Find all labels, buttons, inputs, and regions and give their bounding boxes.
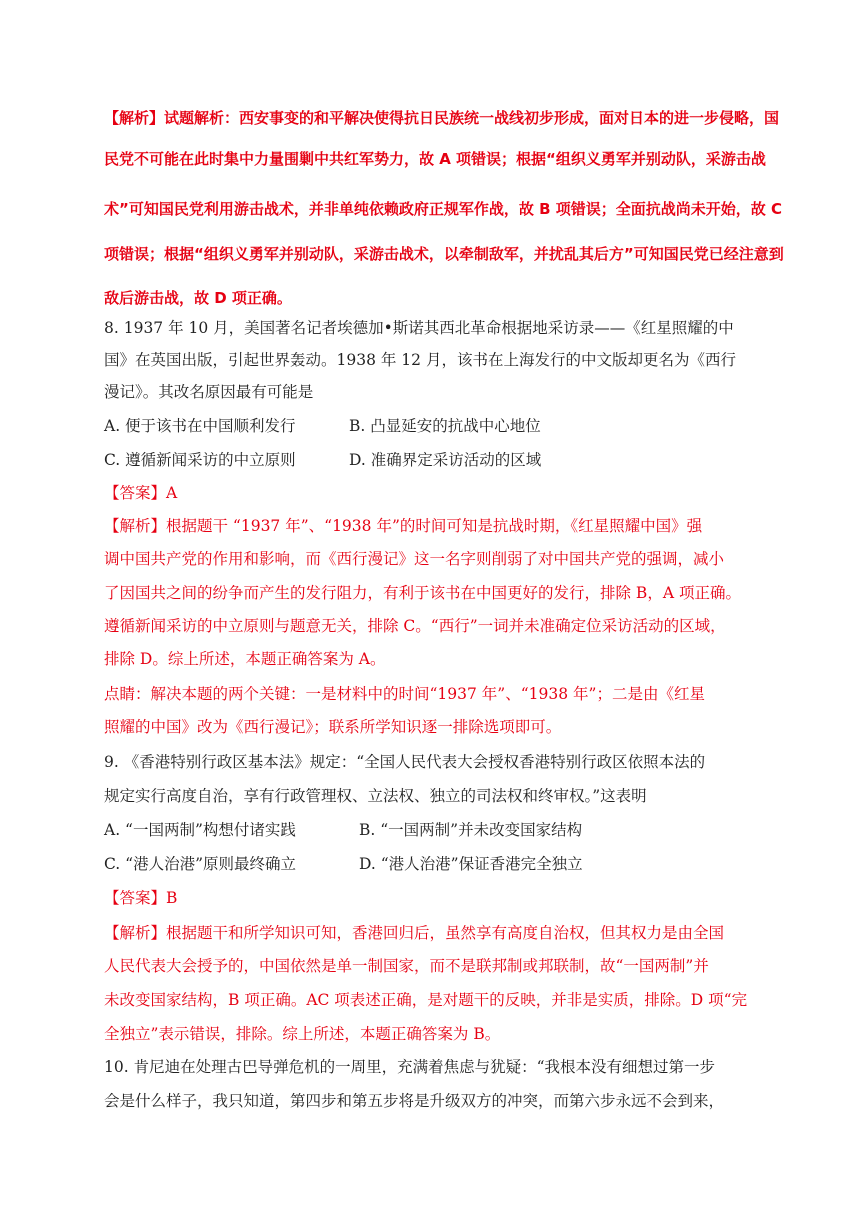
q9-analysis-line-3: 未改变国家结构，B 项正确。AC 项表述正确，是对题干的反映，并非是实质，排除。D 项“完 bbox=[104, 991, 748, 1009]
q8-stem-line-1: 8. 1937 年 10 月，美国著名记者埃德加•斯诺其西北革命根据地采访录——《红星照耀的中 bbox=[104, 319, 734, 337]
analysis-7-line-5: 敌后游击战，故 D 项正确。 bbox=[104, 289, 292, 307]
analysis-7-line-3: 术”可知国民党利用游击战术，并非单纯依赖政府正规军作战，故 B 项错误；全面抗战尚未开始，故 C bbox=[104, 200, 782, 218]
q9-option-d: D. “港人治港”保证香港完全独立 bbox=[359, 855, 583, 873]
q9-analysis-line-4: 全独立”表示错误，排除。综上所述，本题正确答案为 B。 bbox=[104, 1025, 501, 1043]
q8-stem-line-3: 漫记》。其改名原因最有可能是 bbox=[104, 383, 314, 401]
q8-tip-line-2: 照耀的中国》改为《西行漫记》；联系所学知识逐一排除选项即可。 bbox=[104, 718, 562, 736]
q9-analysis-line-1: 【解析】根据题干和所学知识可知，香港回归后，虽然享有高度自治权，但其权力是由全国 bbox=[104, 924, 725, 942]
q9-stem-line-1: 9. 《香港特别行政区基本法》规定：“全国人民代表大会授权香港特别行政区依照本法的 bbox=[104, 753, 706, 771]
q9-stem-line-2: 规定实行高度自治，享有行政管理权、立法权、独立的司法权和终审权。”这表明 bbox=[104, 787, 647, 805]
q8-analysis-line-3: 了因国共之间的纷争而产生的发行阻力，有利于该书在中国更好的发行，排除 B，A 项正确。 bbox=[104, 584, 741, 602]
q9-answer: 【答案】B bbox=[104, 889, 178, 907]
q8-answer: 【答案】A bbox=[104, 484, 178, 502]
q8-option-d: D. 准确界定采访活动的区域 bbox=[349, 451, 542, 469]
q10-stem-line-1: 10. 肯尼迪在处理古巴导弹危机的一周里，充满着焦虑与犹疑：“我根本没有细想过第一步 bbox=[104, 1058, 716, 1076]
q8-analysis-line-2: 调中国共产党的作用和影响，而《西行漫记》这一名字则削弱了对中国共产党的强调，减小 bbox=[104, 550, 725, 568]
q8-analysis-line-5: 排除 D。综上所述，本题正确答案为 A。 bbox=[104, 650, 386, 668]
q9-option-b: B. “一国两制”并未改变国家结构 bbox=[359, 821, 583, 839]
q8-analysis-line-1: 【解析】根据题干 “1937 年”、“1938 年”的时间可知是抗战时期，《红星照耀中国》强 bbox=[104, 517, 703, 535]
analysis-7-line-4: 项错误；根据“组织义勇军并别动队，采游击战术，以牵制敌军，并扰乱其后方”可知国民党已经注意到 bbox=[104, 245, 784, 263]
q9-option-a: A. “一国两制”构想付诸实践 bbox=[104, 821, 296, 839]
q8-option-b: B. 凸显延安的抗战中心地位 bbox=[349, 417, 541, 435]
q8-option-a: A. 便于该书在中国顺利发行 bbox=[104, 417, 296, 435]
q9-option-c: C. “港人治港”原则最终确立 bbox=[104, 855, 297, 873]
q8-option-c: C. 遵循新闻采访的中立原则 bbox=[104, 451, 296, 469]
analysis-7-line-2: 民党不可能在此时集中力量围剿中共红军势力，故 A 项错误；根据“组织义勇军并别动队，采游击战 bbox=[104, 150, 766, 168]
q8-stem-line-2: 国》在英国出版，引起世界轰动。1938 年 12 月，该书在上海发行的中文版却更名为《西行 bbox=[104, 351, 736, 369]
q8-analysis-line-4: 遵循新闻采访的中立原则与题意无关，排除 C。“西行”一词并未准确定位采访活动的区域， bbox=[104, 617, 726, 635]
q8-tip-line-1: 点睛：解决本题的两个关键：一是材料中的时间“1937 年”、“1938 年”；二是由《红星 bbox=[104, 685, 705, 703]
q9-analysis-line-2: 人民代表大会授予的，中国依然是单一制国家，而不是联邦制或邦联制，故“一国两制”并 bbox=[104, 957, 709, 975]
analysis-7-line-1: 【解析】试题解析：西安事变的和平解决使得抗日民族统一战线初步形成，面对日本的进一步侵略，国 bbox=[104, 109, 780, 127]
q10-stem-line-2: 会是什么样子，我只知道，第四步和第五步将是升级双方的冲突，而第六步永远不会到来， bbox=[104, 1092, 725, 1110]
